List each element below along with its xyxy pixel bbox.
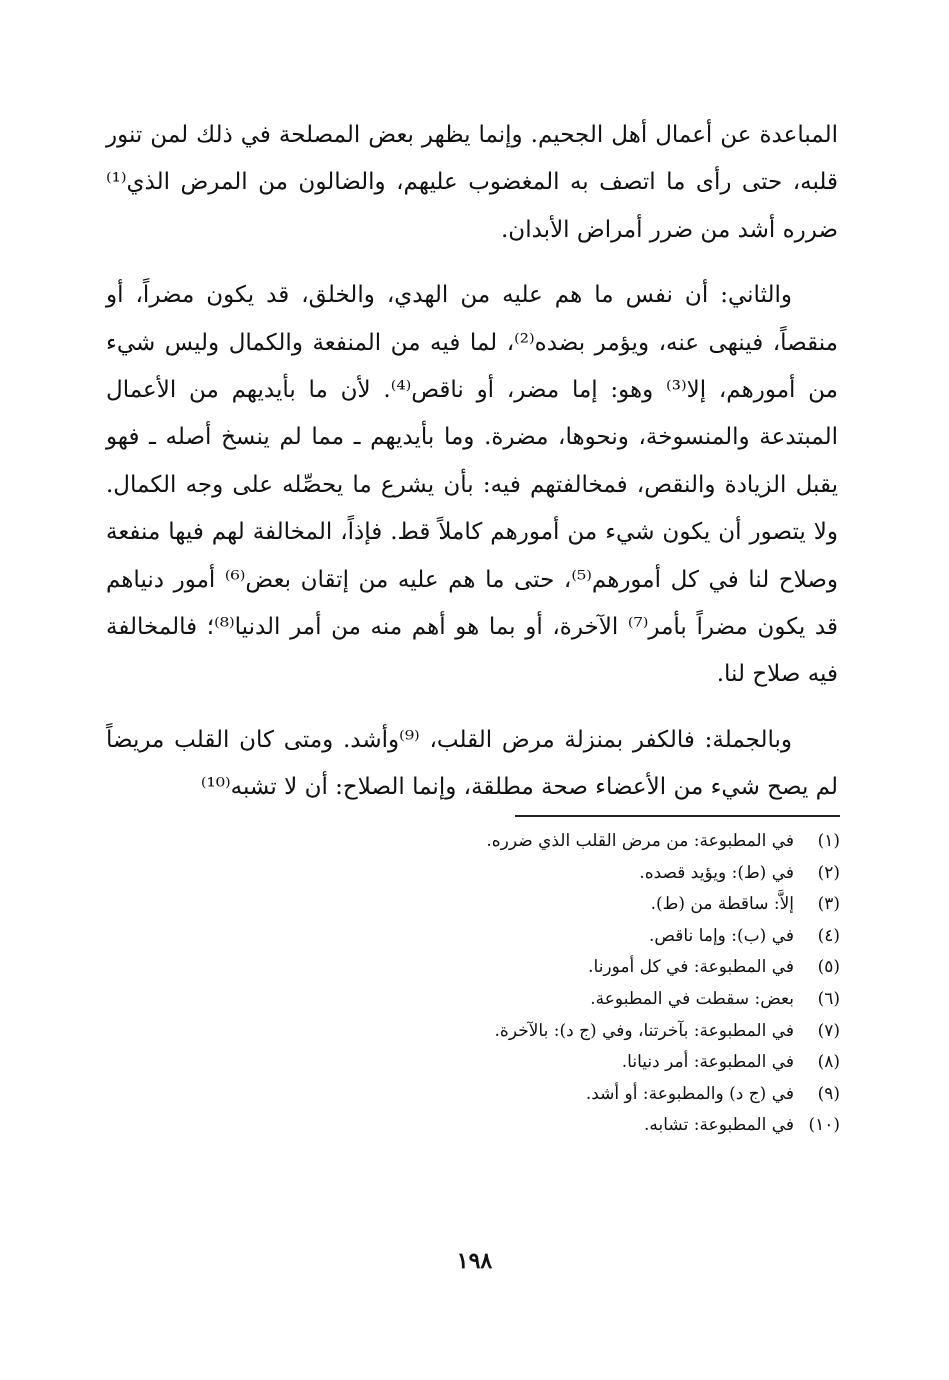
- footnote-number: (٨): [817, 1052, 840, 1073]
- footnote-number: (٤): [817, 925, 840, 946]
- footnote-number: (٢): [817, 862, 840, 883]
- footnote-7: [380, 1016, 840, 1048]
- paragraph-1: المباعدة عن أعمال أهل الجحيم. وإنما يظهر بعض المصلحة في ذلك لمن تنور قلبه، حتى رأى ما اتصف به المغضوب عليهم، والضالون من المرض الذي⁽¹⁾ ضرره أشد من ضرر أمراض الأبدان.: [106, 122, 838, 243]
- footnote-text: في المطبوعة: تشابه.: [643, 1115, 794, 1136]
- footnote-1: [380, 826, 840, 858]
- footnote-number: (٣): [817, 894, 840, 915]
- footnote-2: [380, 858, 840, 890]
- footnote-separator: [515, 815, 840, 817]
- footnote-text: في المطبوعة: في كل أمورنا.: [588, 957, 794, 978]
- main-text: [106, 112, 838, 812]
- footnote-text: في المطبوعة: بآخرتنا، وفي (ج د): بالآخرة.: [494, 1020, 794, 1041]
- paragraph-3: وبالجملة: فالكفر بمنزلة مرض القلب، ⁽⁹⁾وأشد. ومتى كان القلب مريضاً لم يصح شيء من الأعضاء صحة مطلقة، وإنما الصلاح: أن لا تشبه⁽¹⁰⁾: [106, 726, 838, 801]
- footnote-number: (٧): [817, 1020, 840, 1041]
- page-number: ١٩٨: [456, 1248, 493, 1274]
- footnote-8: [380, 1047, 840, 1079]
- footnote-4: [380, 921, 840, 953]
- footnote-number: (٥): [817, 957, 840, 978]
- footnote-9: [380, 1079, 840, 1111]
- footnote-5: [380, 952, 840, 984]
- footnote-text: في (ط): ويؤيد قصده.: [639, 862, 794, 883]
- footnote-number: (٦): [817, 988, 840, 1009]
- footnote-text: بعض: سقطت في المطبوعة.: [590, 988, 794, 1009]
- footnote-number: (١): [817, 831, 840, 851]
- footnote-text: في المطبوعة: أمر دنيانا.: [621, 1052, 794, 1073]
- footnote-text: في (ب): وإما ناقص.: [649, 925, 794, 946]
- footnote-10: [380, 1110, 840, 1142]
- footnote-3: [380, 889, 840, 921]
- footnote-number: (٩): [817, 1083, 840, 1104]
- footnote-text: في المطبوعة: من مرض القلب الذي ضرره.: [486, 831, 794, 851]
- footnote-number: (١٠): [808, 1115, 840, 1136]
- paragraph-2: والثاني: أن نفس ما هم عليه من الهدي، والخلق، قد يكون مضراً، أو منقصاً، فينهى عنه، ويؤمر بضده⁽²⁾، لما فيه من المنفعة والكمال وليس شيء من أمورهم، إلا⁽³⁾ وهو: إما مضر، أو ناقص⁽⁴⁾. لأن ما بأيديهم من الأعمال المبتدعة والمنسوخة، ونحوها، مضرة. وما بأيديهم ـ مما لم ينسخ أصله ـ فهو يقبل الزيادة والنقص، فمخالفتهم فيه: بأن يشرع ما يحصِّله على وجه الكمال. ولا يتصور أن يكون شيء من أمورهم كاملاً قط. فإذاً، المخالفة لهم فيها منفعة وصلاح لنا في كل أمورهم⁽⁵⁾، حتى ما هم عليه من إتقان بعض⁽⁶⁾ أمور دنياهم قد يكون مضراً بأمر⁽⁷⁾ الآخرة، أو بما هو أهم منه من أمر الدنيا⁽⁸⁾؛ فالمخالفة فيه صلاح لنا.: [106, 282, 838, 688]
- footnotes-list: [380, 826, 840, 1142]
- footnote-text: إلاَّ: ساقطة من (ط).: [650, 894, 794, 915]
- footnote-text: في (ج د) والمطبوعة: أو أشد.: [585, 1083, 794, 1104]
- footnote-6: [380, 984, 840, 1016]
